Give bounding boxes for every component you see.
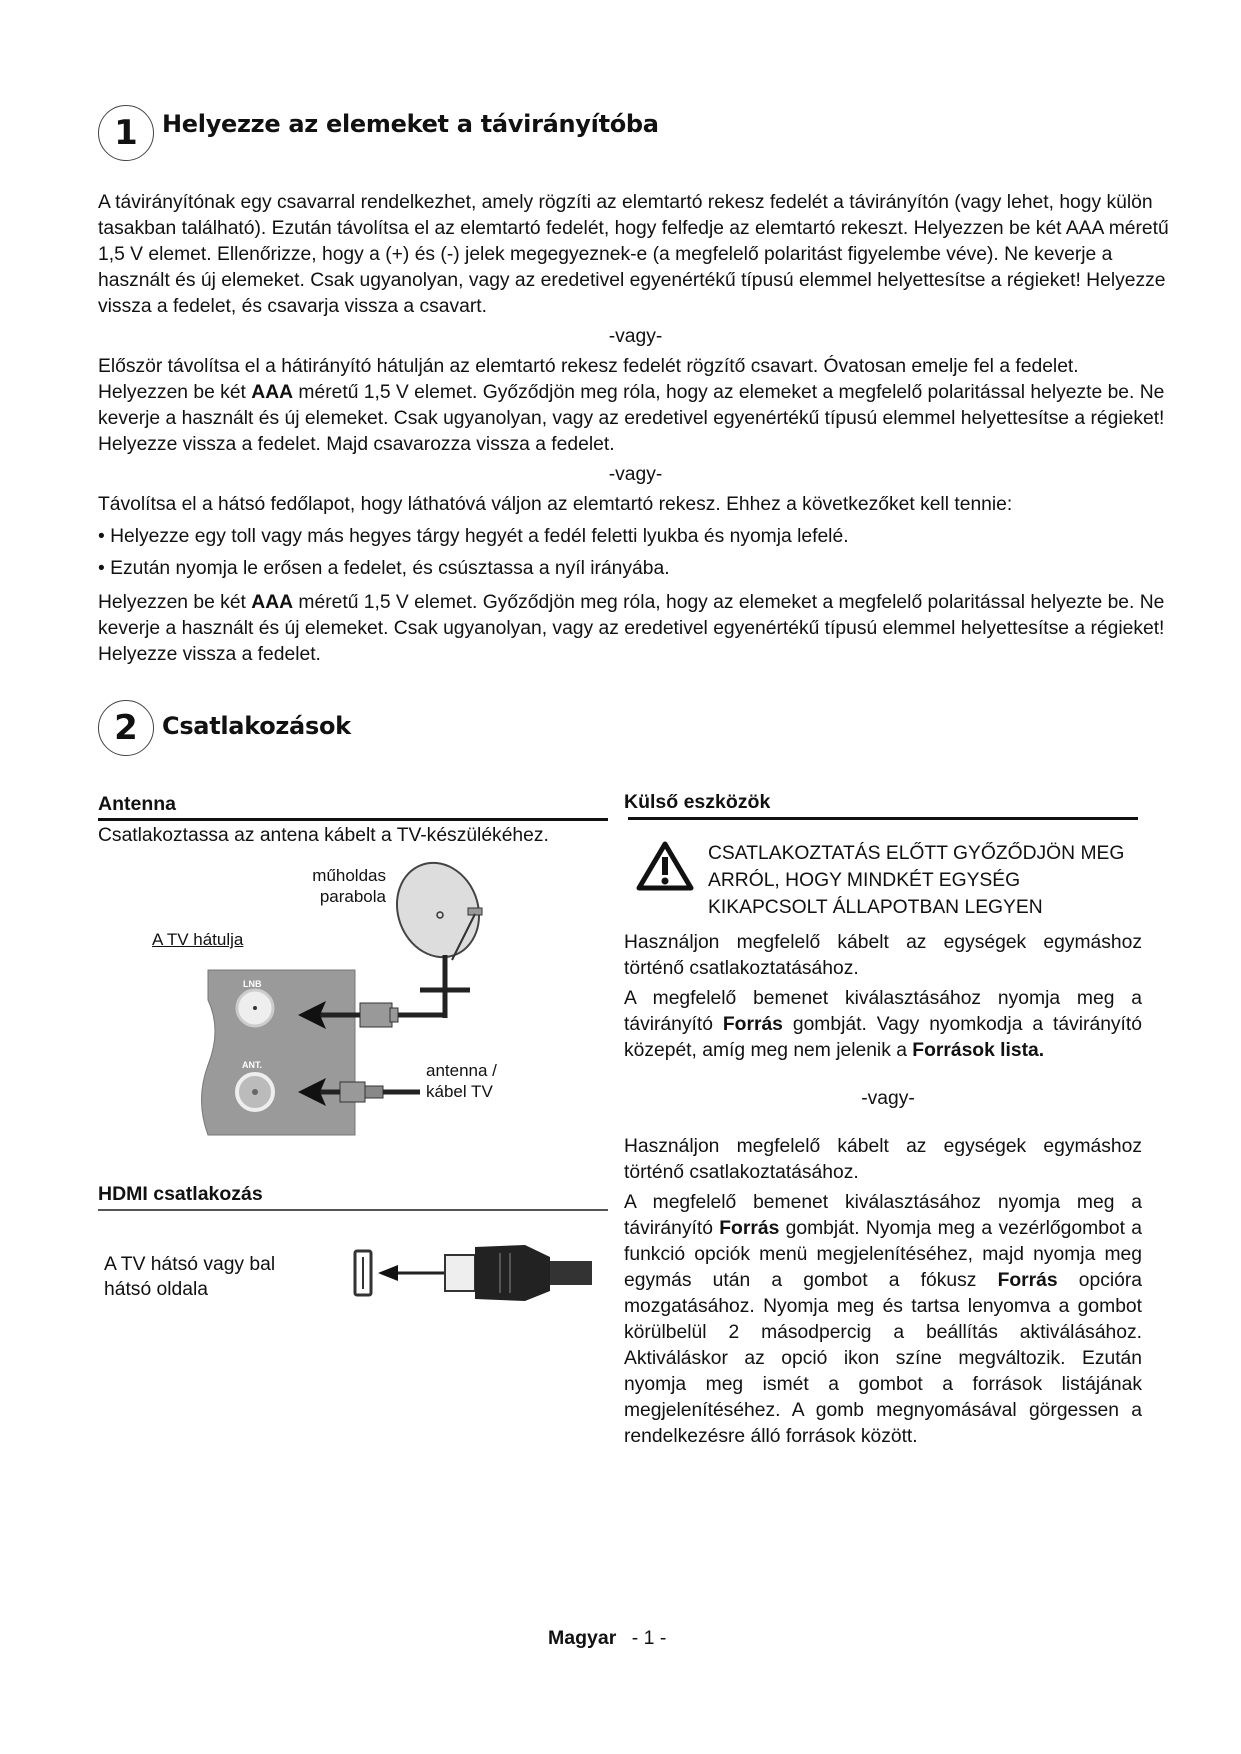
paragraph: A megfelelő bemenet kiválasztásához nyomja meg a távirányító Forrás gombját. Nyomja meg a vezérlőgombot a funkció opciók menü megjelenítéséhez, majd nyomja meg egymás után a gombot a fókusz Forrás opcióra mozgatásához. Nyomja meg és tartsa lenyomva a gombot körülbelül 2 másodpercig a beállítás aktiválásához. Aktiváláskor az opció ikon színe megváltozik. Ezután nyomja meg ismét a gombot a források listájának megjelenítéséhez. A gomb megnyomásával görgessen a rendelkezésre álló források között. bbox=[624, 1192, 1142, 1447]
divider bbox=[98, 818, 608, 821]
or-separator: -vagy- bbox=[861, 1088, 915, 1109]
ant-connector bbox=[340, 1082, 365, 1102]
antenna-heading: Antenna bbox=[98, 793, 176, 815]
hdmi-plug-icon bbox=[445, 1255, 475, 1291]
cable-label: antenna / kábel TV bbox=[426, 1061, 497, 1101]
section-title-1: Helyezze az elemeket a távirányítóba bbox=[162, 110, 659, 138]
section-title-2: Csatlakozások bbox=[162, 712, 351, 740]
or-separator: -vagy- bbox=[608, 326, 663, 347]
section-number-1: 1 bbox=[98, 105, 154, 161]
warning-icon bbox=[636, 840, 694, 892]
bullet-item: • Ezután nyomja le erősen a fedelet, és csúsztassa a nyíl irányába. bbox=[98, 558, 670, 579]
arrow-left-icon bbox=[378, 1265, 398, 1281]
divider bbox=[98, 1209, 608, 1211]
paragraph: A távirányítónak egy csavarral rendelkezhet, amely rögzíti az elemtartó rekesz fedelét a távirányítón (vagy lehet, hogy külön tasakban található). Ezután távolítsa el az elemtartó fedelét, hogy felfedje az elemtartó rekeszt. Helyezzen be két AAA méretű 1,5 V elemet. Ellenőrizze, hogy a (+) és (-) jelek megegyeznek-e (a megfelelő polaritást figyelembe véve). Ne keverje a használt és új elemeket. Csak ugyanolyan, vagy az eredetivel egyenértékű típusú elemmel helyettesítse a régieket! Helyezze vissza a fedelet, és csavarja vissza a csavart. bbox=[98, 192, 1169, 317]
footer-language: Magyar bbox=[548, 1627, 617, 1649]
paragraph: Távolítsa el a hátsó fedőlapot, hogy láthatóvá váljon az elemtartó rekesz. Ehhez a következőket kell tennie: bbox=[98, 494, 1013, 515]
page-number: - 1 - bbox=[631, 1627, 667, 1649]
page-footer bbox=[548, 1627, 666, 1650]
paragraph: Használjon megfelelő kábelt az egységek egymáshoz történő csatlakoztatásához. bbox=[624, 932, 1142, 979]
svg-text:LNB: LNB bbox=[243, 979, 262, 989]
or-separator: -vagy- bbox=[608, 464, 663, 485]
external-body bbox=[624, 930, 1142, 1450]
section-number-2: 2 bbox=[98, 700, 154, 756]
tv-back-panel bbox=[202, 970, 356, 1135]
lnb-connector bbox=[360, 1003, 392, 1027]
paragraph: Először távolítsa el a hátirányító hátulján az elemtartó rekesz fedelét rögzítő csavart. Óvatosan emelje fel a fedelet. Helyezzen be két AAA méretű 1,5 V elemet. Győződjön meg róla, hogy az elemeket a megfelelő polaritással helyezte be. Ne keverje a használt és új elemeket. Csak ugyanolyan, vagy az eredetivel egyenértékű típusú elemmel helyettesítse a régieket! Helyezze vissza a fedelet. Majd csavarozza vissza a fedelet. bbox=[98, 356, 1165, 455]
paragraph: A megfelelő bemenet kiválasztásához nyomja meg a távirányító Forrás gombját. Vagy nyomkodja a távirányító közepét, amíg meg nem jelenik a Források lista. bbox=[624, 988, 1142, 1061]
divider bbox=[628, 817, 1138, 820]
tv-back-label: A TV hátulja bbox=[152, 930, 244, 949]
paragraph: Használjon megfelelő kábelt az egységek egymáshoz történő csatlakoztatásához. bbox=[624, 1136, 1142, 1183]
antenna-text: Csatlakoztassa az antena kábelt a TV-készülékéhez. bbox=[98, 825, 549, 846]
bullet-item: • Helyezze egy toll vagy más hegyes tárgy hegyét a fedél feletti lyukba és nyomja lefelé. bbox=[98, 526, 849, 547]
hdmi-diagram bbox=[350, 1235, 600, 1315]
svg-text:ANT.: ANT. bbox=[242, 1060, 262, 1070]
section1-body bbox=[98, 190, 1173, 668]
external-devices-heading: Külső eszközök bbox=[624, 791, 771, 813]
paragraph: Helyezzen be két AAA méretű 1,5 V elemet. Győződjön meg róla, hogy az elemeket a megfelelő polaritással helyezte be. Ne keverje a használt és új elemeket. Csak ugyanolyan, vagy az eredetivel egyenértékű típusú elemmel helyettesítse a régieket! Helyezze vissza a fedelet. bbox=[98, 592, 1165, 665]
warning-text: CSATLAKOZTATÁS ELŐTT GYŐZŐDJÖN MEG ARRÓL, HOGY MINDKÉT EGYSÉG KIKAPCSOLT ÁLLAPOTBAN LEGYEN bbox=[708, 843, 1125, 918]
hdmi-heading: HDMI csatlakozás bbox=[98, 1183, 263, 1205]
dish-label: műholdas parabola bbox=[312, 866, 386, 906]
hdmi-text: A TV hátsó vagy bal hátsó oldala bbox=[104, 1254, 276, 1300]
